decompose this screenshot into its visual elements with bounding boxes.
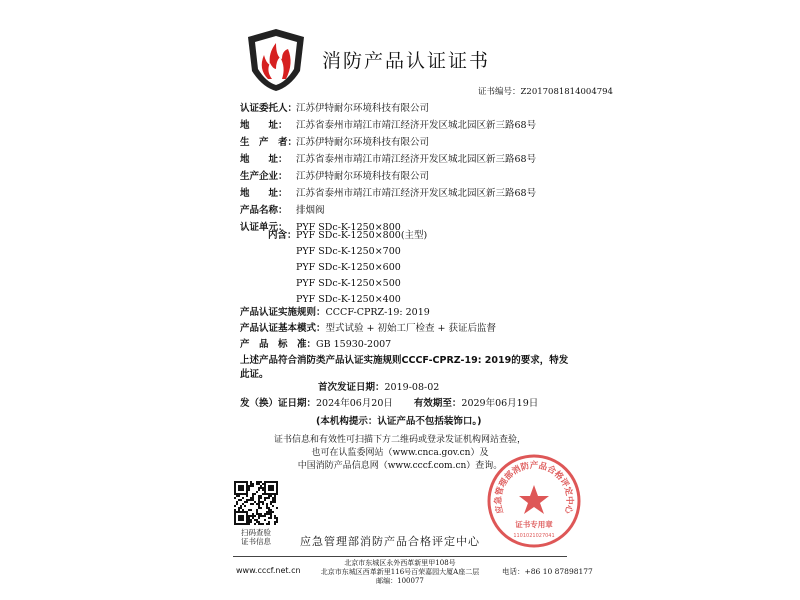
reissue-label: 发（换）证日期： (240, 398, 317, 409)
certificate-number (478, 85, 613, 97)
field-value: 江苏省泰州市靖江市靖江经济开发区城北园区新三路68号 (296, 154, 537, 165)
qr-caption (234, 528, 278, 546)
field-row-entrusting-party (240, 103, 430, 115)
footer-phone: 电话：+86 10 87898177 (502, 567, 593, 576)
footer-divider (233, 556, 567, 557)
standard-value: GB 15930-2007 (316, 339, 392, 350)
field-value: 江苏伊特耐尔环境科技有限公司 (296, 103, 430, 114)
mode-label: 产品认证基本模式： (240, 323, 326, 334)
seal-label: 证书专用章 (515, 520, 553, 529)
field-row-address (240, 188, 537, 200)
field-row-address (240, 154, 537, 166)
rules-value: CCCF-CPRZ-19: 2019 (325, 307, 430, 318)
field-label: 产品名称： (240, 205, 288, 216)
certificate-number-label: 证书编号： (478, 87, 521, 97)
field-row-producer (240, 137, 430, 149)
institution-reminder: (本机构提示：认证产品不包括装饰口。) (316, 416, 482, 427)
valid-until-label: 有效期至： (413, 398, 462, 409)
field-label: 认证委托人： (240, 103, 298, 114)
field-label: 地 址： (240, 188, 288, 199)
footer-website[interactable]: www.cccf.net.cn (236, 566, 301, 575)
cccf-logo (246, 27, 306, 93)
model-item: PYF SDc-K-1250×700 (296, 246, 401, 257)
certificate-title: 消防产品认证证书 (322, 50, 491, 72)
standard-label: 产 品 标 准： (240, 339, 317, 350)
seal-star-icon (519, 485, 549, 514)
field-label: 认证单元： (240, 222, 288, 233)
valid-until-value: 2029年06月19日 (461, 398, 539, 409)
first-issue-value: 2019-08-02 (384, 382, 440, 393)
qr-code[interactable] (234, 481, 278, 525)
footer-address: 北京市东城区西革新里116号百荣嘉园大厦A座二层 (320, 568, 480, 576)
first-issue-date (318, 382, 439, 394)
first-issue-label: 首次发证日期： (318, 382, 385, 393)
field-value: 江苏省泰州市靖江市靖江经济开发区城北园区新三路68号 (296, 188, 537, 199)
certification-mode (240, 323, 496, 335)
field-label: 地 址： (240, 120, 288, 131)
reissue-date (240, 398, 538, 410)
conformity-statement-end: 此证。 (240, 369, 269, 380)
qr-caption-line: 证书信息 (241, 537, 271, 546)
contains-label: 内含： (268, 230, 297, 241)
footer-address: 北京市东城区永外西革新里甲108号 (344, 559, 456, 567)
qr-caption-line: 扫码查验 (241, 528, 271, 537)
field-value: 江苏伊特耐尔环境科技有限公司 (296, 171, 430, 182)
reissue-value: 2024年06月20日 (316, 398, 393, 409)
seal-text: 应急管理部消防产品合格评定中心 (493, 460, 575, 515)
field-row-manufacturer (240, 171, 430, 183)
model-item: PYF SDc-K-1250×600 (296, 262, 401, 273)
certificate-number-value: Z2017081814004794 (520, 87, 613, 97)
field-value: PYF SDc-K-1250×800 (296, 222, 401, 233)
implementation-rules (240, 307, 430, 319)
rules-label: 产品认证实施规则： (240, 307, 326, 318)
footer-postcode: 邮编：100077 (376, 577, 424, 585)
verification-notice-line: 也可在认监委网站（www.cnca.gov.cn）及 (311, 448, 489, 458)
product-standard (240, 339, 391, 351)
field-label: 生产企业： (240, 171, 288, 182)
issuing-authority: 应急管理部消防产品合格评定中心 (300, 535, 480, 548)
field-value: 江苏伊特耐尔环境科技有限公司 (296, 137, 430, 148)
field-row-address (240, 120, 537, 132)
conformity-statement: 上述产品符合消防类产品认证实施规则CCCF-CPRZ-19: 2019的要求，特发 (240, 355, 569, 366)
model-item: PYF SDc-K-1250×500 (296, 278, 401, 289)
mode-value: 型式试验 + 初始工厂检查 + 获证后监督 (325, 323, 497, 334)
field-label: 生 产 者： (240, 137, 298, 148)
model-item: PYF SDc-K-1250×400 (296, 294, 401, 305)
field-value: 排烟阀 (296, 205, 325, 216)
field-row-product-name (240, 205, 325, 217)
field-label: 地 址： (240, 154, 288, 165)
model-item: PYF SDc-K-1250×800(主型) (296, 230, 428, 241)
verification-notice-line: 证书信息和有效性可扫描下方二维码或登录发证机构网站查验， (273, 435, 526, 445)
verification-notice-line: 中国消防产品信息网（www.cccf.com.cn）查询。 (297, 461, 503, 471)
field-value: 江苏省泰州市靖江市靖江经济开发区城北园区新三路68号 (296, 120, 537, 131)
seal-number: 1101021027041 (513, 533, 555, 539)
official-seal (486, 453, 582, 549)
